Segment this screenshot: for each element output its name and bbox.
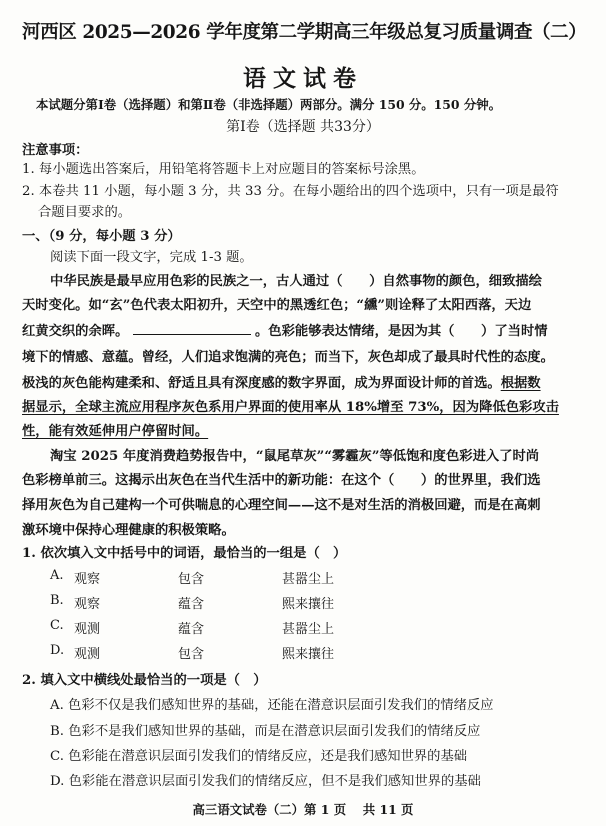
passage-line: 淘宝 2025 年度消费趋势报告中，“鼠尾草灰”“雾霾灰”等低饱和度色彩进入了时尚 [50,449,540,464]
option-label: A. [50,568,64,583]
passage-line: 中华民族是最早应用色彩的民族之一，古人通过（ ）自然事物的颜色，细致描绘 [50,274,542,289]
question-2-stem: 2. 填入文中横线处最恰当的一项是（ ） [22,673,267,688]
question-2-option-a[interactable]: A. 色彩不仅是我们感知世界的基础，还能在潜意识层面引发我们的情绪反应 [50,698,494,713]
note-item: 1. 每小题选出答案后，用铅笔将答题卡上对应题目的答案标号涂黑。 [22,162,425,177]
underlined-text: 性，能有效延伸用户停留时间。 [22,424,209,439]
underlined-text: 根据数 [500,376,541,391]
option-word: 甚嚣尘上 [282,622,335,637]
option-word: 甚嚣尘上 [282,572,335,587]
option-word: 包含 [178,647,205,662]
option-word: 蕴含 [178,622,205,637]
note-item: 2. 本卷共 11 小题，每小题 3 分，共 33 分。在每小题给出的四个选项中，只有一项是最符 [22,184,559,199]
option-word: 观测 [74,647,101,662]
exam-title: 河西区 2025—2026 学年度第二学期高三年级总复习质量调查（二） [22,22,587,43]
option-word: 熙来攘往 [282,597,335,612]
section-heading: 一、（9 分，每小题 3 分） [22,229,181,244]
option-word: 熙来攘往 [282,647,335,662]
question-1-stem: 1. 依次填入文中括号中的词语，最恰当的一组是（ ） [22,546,347,561]
passage-line: 红黄交织的余晖。 。色彩能够表达情绪，是因为其（ ）了当时情 [22,324,548,339]
section-instruction: 阅读下面一段文字，完成 1-3 题。 [50,250,253,265]
question-2-option-b[interactable]: B. 色彩不是我们感知世界的基础，而是在潜意识层面引发我们的情绪反应 [50,724,481,739]
notes-heading: 注意事项： [22,143,89,158]
passage-line: 色彩榜单前三。这揭示出灰色在当代生活中的新功能：在这个（ ）的世界里，我们选 [22,473,541,488]
exam-info: 本试题分第Ⅰ卷（选择题）和第Ⅱ卷（非选择题）两部分。满分 150 分。150 分钟。 [36,97,502,112]
underlined-text: 据显示，全球主流应用程序灰色系用户界面的使用率从 18%增至 73%，因为降低色彩攻击 [22,400,559,415]
passage-line: 境下的情感、意蕴。曾经，人们追求饱满的亮色；而当下，灰色却成了最具时代性的态度。 [22,350,554,365]
subject-title: 语文试卷 [243,65,363,92]
note-item: 合题目要求的。 [38,205,132,220]
page-footer: 高三语文试卷（二）第 1 页 共 11 页 [192,802,414,817]
option-word: 观测 [74,622,101,637]
option-word: 蕴含 [178,597,205,612]
passage-line: 激环境中保持心理健康的积极策略。 [22,523,235,538]
passage-line: 天时变化。如“玄”色代表太阳初升，天空中的黑透红色；“纁”则诠释了太阳西落，天边 [22,298,532,313]
option-label: C. [50,618,64,633]
part-title: 第Ⅰ卷（选择题 共33分） [226,119,380,135]
option-label: D. [50,643,65,658]
question-2-option-d[interactable]: D. 色彩能在潜意识层面引发我们的情绪反应，但不是我们感知世界的基础 [50,774,481,789]
answer-blank [133,322,251,335]
passage-line: 择用灰色为自己建构一个可供喘息的心理空间——这不是对生活的消极回避，而是在高刺 [22,498,541,513]
option-label: B. [50,593,64,608]
question-2-option-c[interactable]: C. 色彩能在潜意识层面引发我们的情绪反应，还是我们感知世界的基础 [50,749,468,764]
option-word: 观察 [74,597,101,612]
passage-line: 极浅的灰色能构建柔和、舒适且具有深度感的数字界面，成为界面设计师的首选。根据数 [22,376,541,391]
option-word: 包含 [178,572,205,587]
option-word: 观察 [74,572,101,587]
